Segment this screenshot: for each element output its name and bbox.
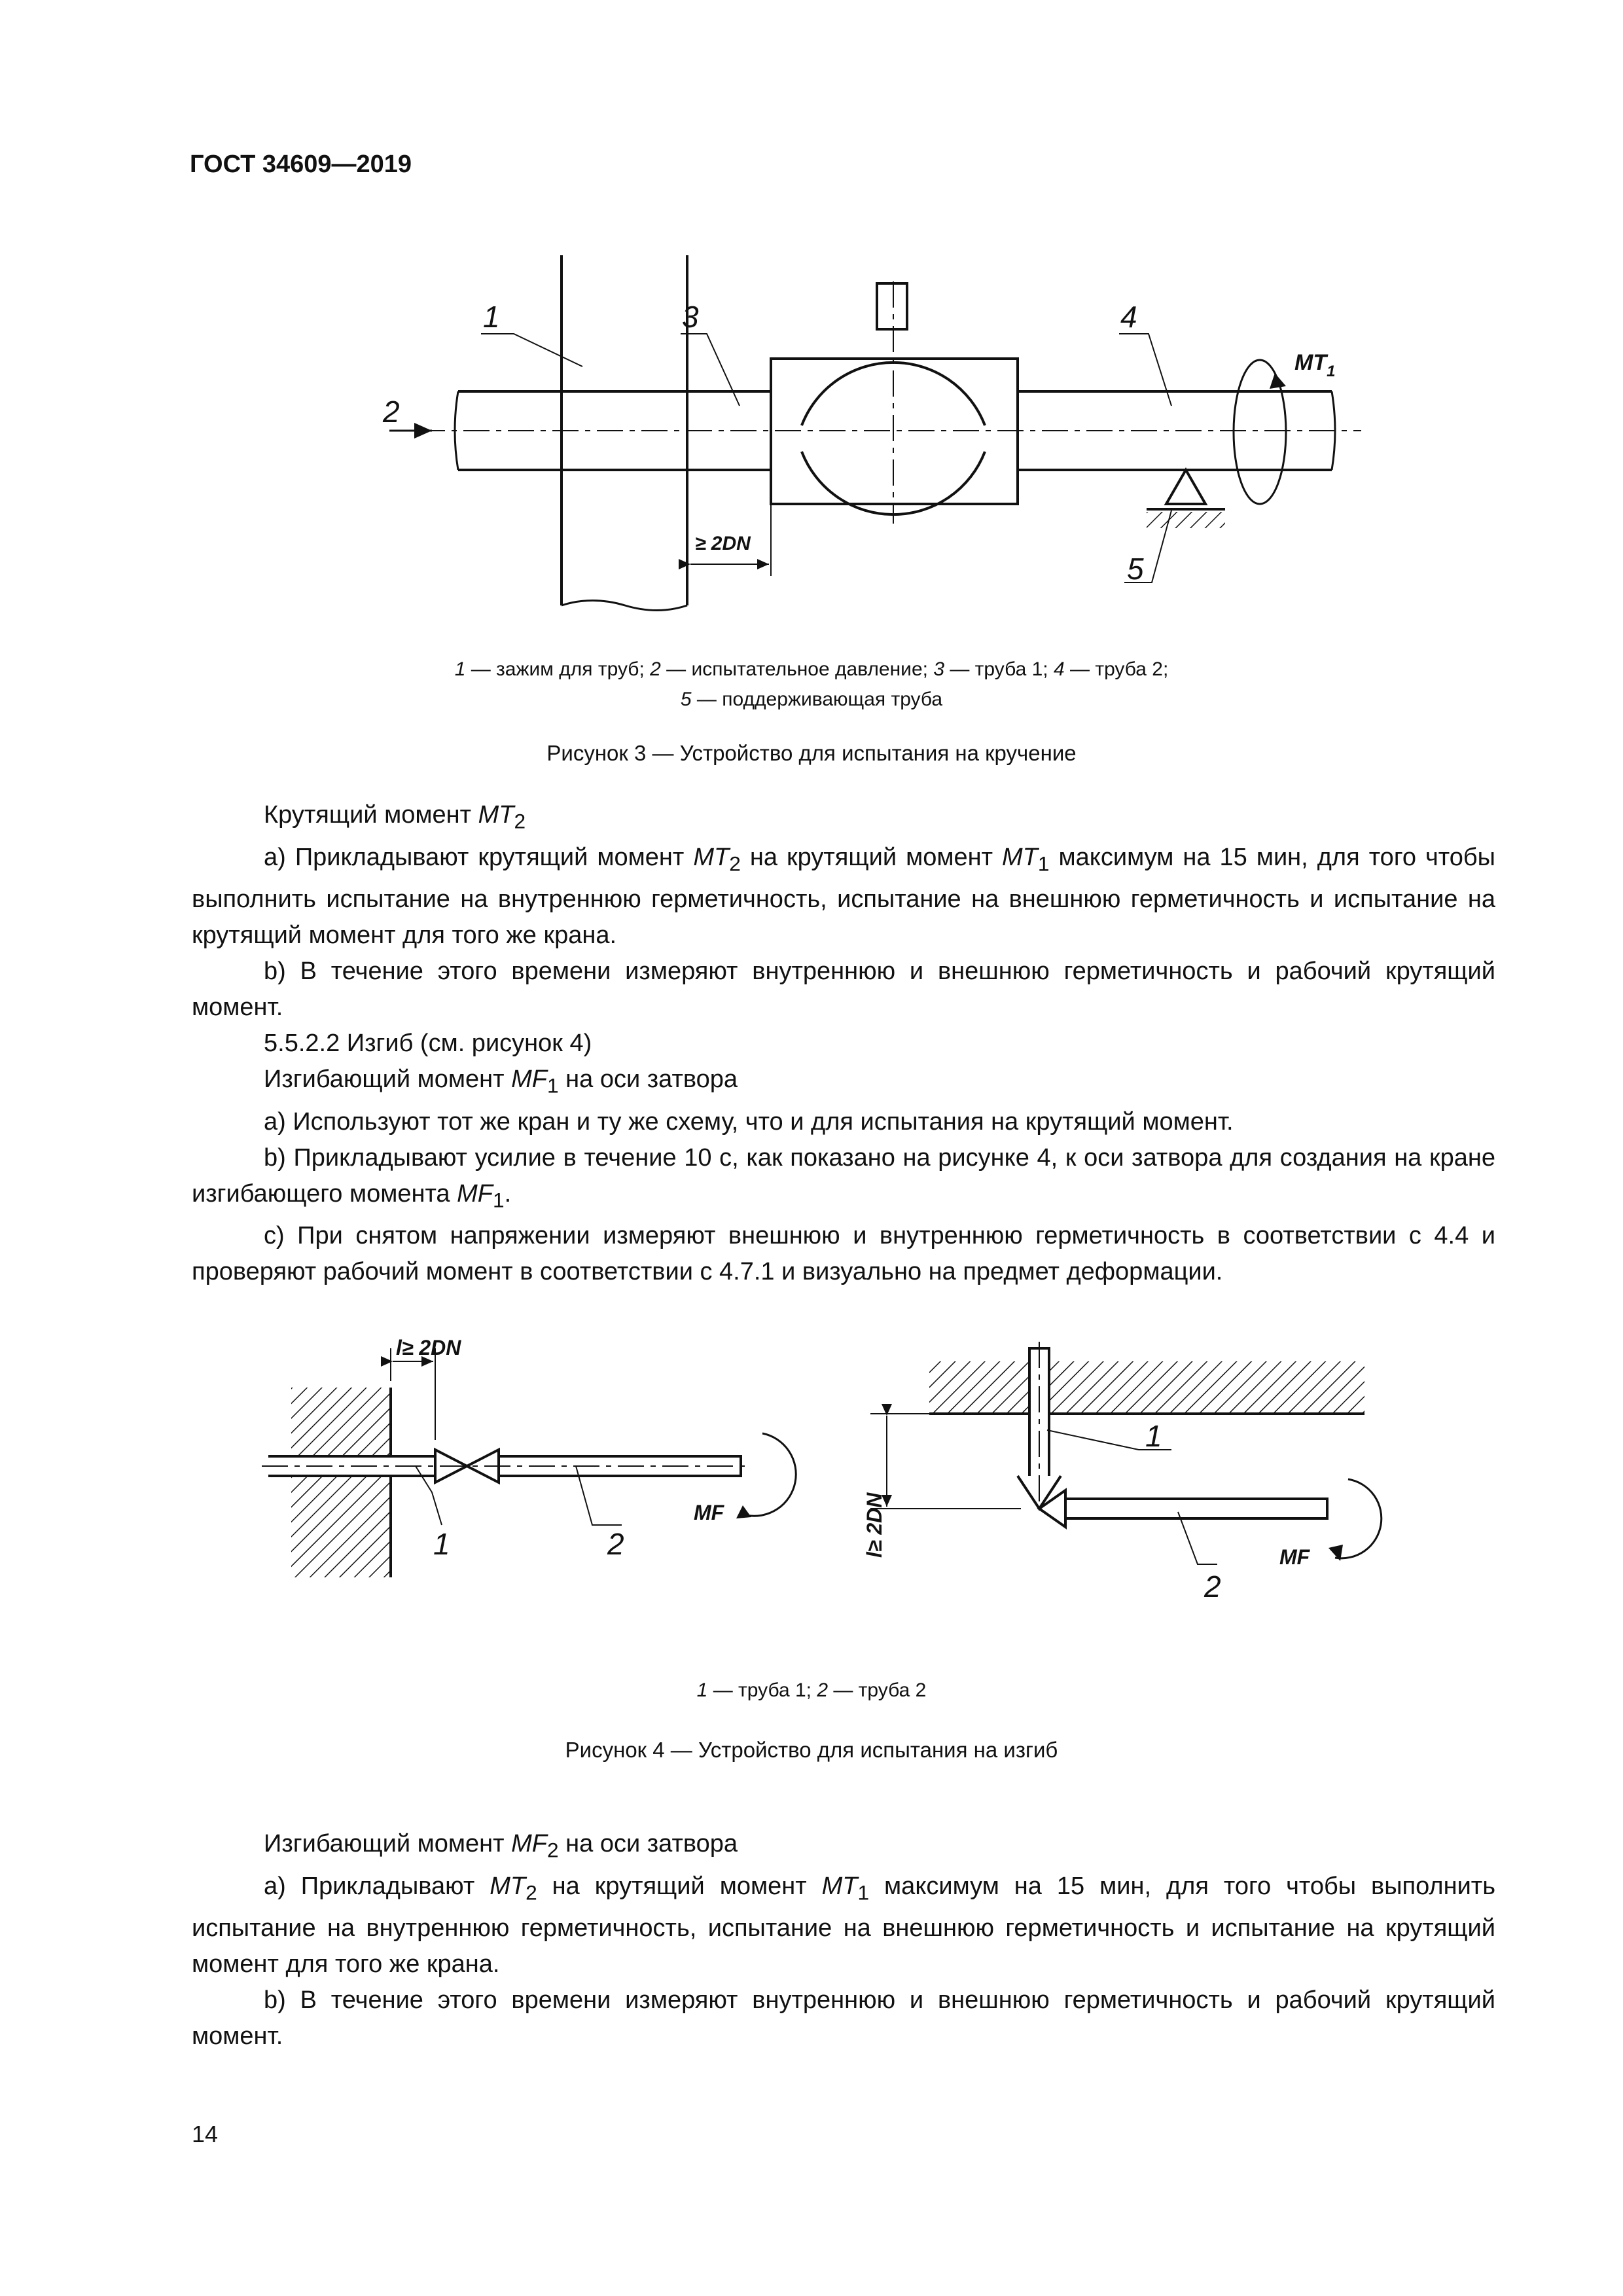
bending-mf1-heading: Изгибающий момент $MF_1$ на оси затвора [264,1066,738,1098]
torque-mt2-heading: Крутящий момент $MT_2$ [264,801,526,833]
standard-header: ГОСТ 34609—2019 [190,151,412,178]
section-bending-mf2 [192,1826,1495,2054]
figure-3-legend-line-1: 1 — зажим для труб; 2 — испытательное давление; 3 — труба 1; 4 — труба 2; [454,658,1169,680]
bending-step-a: a) Используют тот же кран и ту же схему, что и для испытания на крутящий момент. [264,1107,1234,1136]
bending-mf2-heading: Изгибающий момент $MF_2$ на оси затвора [264,1830,738,1862]
fig3-mt1-label: $MT_1$ [1294,350,1336,380]
figure-3-legend [0,655,1623,715]
fig3-label-5: 5 [1127,552,1144,586]
torque-step-b: b) В течение этого времени измеряют внутреннюю и внешнюю герметичность и рабочий крутящий момент. [192,958,1495,1022]
fig4-label-2: 2 [607,1527,624,1561]
section-torque-mt2 [192,797,1495,1290]
figure-4-bending-diagram [0,1309,1623,1623]
fig4b-label-2: 2 [1204,1570,1221,1604]
bending-step-b: b) Прикладывают усилие в течение 10 с, как показано на рисунке 4, к оси затвора для создания на кране изгибающего момента $MF_1$. [192,1143,1495,1212]
support-triangle [1166,470,1205,504]
fig3-label-3: 3 [682,300,699,334]
fig3-label-2: 2 [383,395,400,429]
figure-4-legend: 1 — труба 1; 2 — труба 2 [696,1679,927,1701]
fig4b-mf-label: MF [1279,1545,1310,1569]
valve-stem [877,283,907,329]
bending-mf2-step-b: b) В течение этого времени измеряют внутреннюю и внешнюю герметичность и рабочий крутящий момент. [192,1986,1495,2051]
figure-3-legend-line-2: 5 — поддерживающая труба [680,689,943,710]
fig4-mf-label: MF [694,1501,724,1524]
fig3-dimension-label: ≥ 2DN [695,533,751,554]
figure-3-caption: Рисунок 3 — Устройство для испытания на кручение [546,741,1077,765]
page-number: 14 [192,2121,219,2147]
fig3-label-1: 1 [483,300,500,334]
fig4b-label-1: 1 [1145,1419,1162,1453]
figure-4-caption: Рисунок 4 — Устройство для испытания на изгиб [565,1738,1058,1762]
fig4b-dimension-label: l≥ 2DN [863,1492,886,1558]
bending-mf2-step-a: a) Прикладывают $MT_2$ на крутящий момент $MT_1$ максимум на 15 мин, для того чтобы выполнить испытание на внутреннюю герметичность, испытание на внешнюю герметичность и испытание на крутящий момент для того же крана. [192,1872,1496,1979]
fig4b-pipe-2 [1065,1499,1327,1518]
bending-step-c: c) При снятом напряжении измеряют внешнюю и внутреннюю герметичность в соответствии с 4.4 и проверяют рабочий момент в соответствии с 4.7.1 и визуально на предмет деформации. [192,1222,1495,1286]
torque-step-a: a) Прикладывают крутящий момент $MT_2$ на крутящий момент $MT_1$ максимум на 15 мин, для того чтобы выполнить испытание на внутреннюю герметичность, испытание на внешнюю герметичность и испытание на крутящий момент для того же крана. [192,843,1495,950]
figure-3-torsion-diagram [0,0,1623,655]
section-5-5-2-2-heading: 5.5.2.2 Изгиб (см. рисунок 4) [264,1030,592,1058]
fig3-label-4: 4 [1120,300,1137,334]
fig4-dimension-label: l≥ 2DN [396,1336,461,1359]
fig4-label-1: 1 [433,1527,450,1561]
